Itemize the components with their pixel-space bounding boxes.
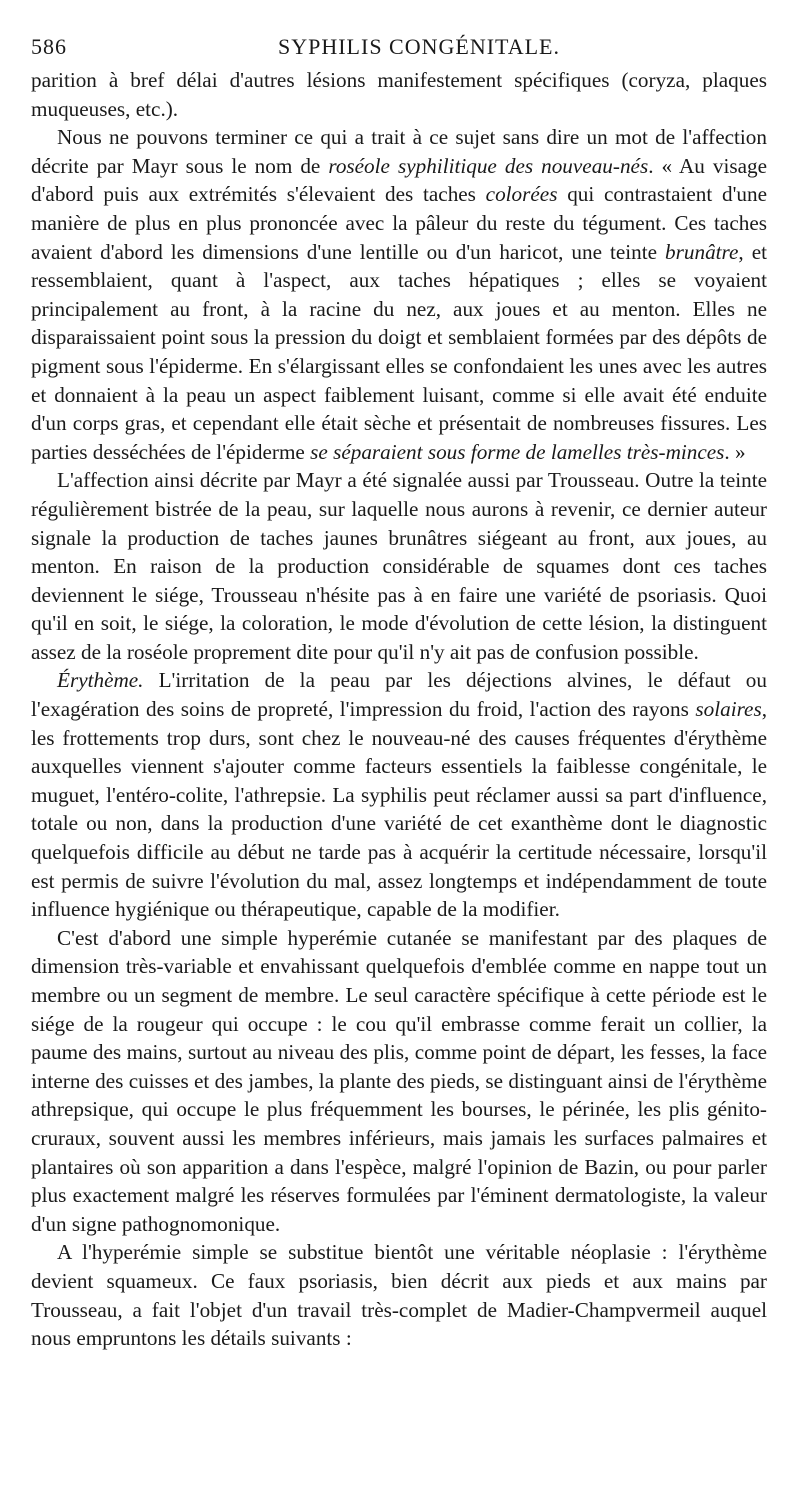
paragraph (31, 666, 767, 923)
text-run: parition à bref délai d'autres lésions manifestement spécifiques (coryza, plaques muqueuses, etc.). (31, 68, 767, 121)
italic-text: colorées (485, 182, 558, 207)
text-run: , les frottements trop durs, sont chez le nouveau-né des causes fréquentes d'érythème auxquelles viennent s'ajouter comme facteurs essentiels la faiblesse congénitale, le muguet, l'entéro-colite, l'athrepsie. La syphilis peut réclamer aussi sa part d'influence, totale ou non, dans la production d'une variété de cet exanthème dont le diagnostic quelquefois difficile au début ne tarde pas à acquérir la certitude nécessaire, lorsqu'il est permis de suivre l'évolution du mal, assez longtemps et indépendamment de toute influence hygiénique ou thérapeutique, capable de la modifier. (31, 697, 767, 922)
page-number: 586 (31, 34, 67, 59)
text-run: . « Au visage d'abord puis aux extrémités s'élevaient des taches (31, 153, 767, 207)
text-run: Nous ne pouvons terminer ce qui a trait à ce sujet sans dire un mot de l'affection décrite par Mayr sous le nom de (31, 125, 767, 178)
text-run: A l'hyperémie simple se substitue bientôt une véritable néoplasie : l'érythème devient squameux. Ce faux psoriasis, bien décrit aux pieds et aux mains par Trousseau, a fait l'objet d'un travail très-complet de Madier-Champvermeil auquel nous empruntons les détails suivants : (31, 1240, 767, 1351)
italic-text: solaires (695, 697, 762, 722)
paragraph (31, 466, 767, 666)
paragraph (31, 1238, 767, 1352)
text-run: , et ressemblaient, quant à l'aspect, aux taches hépatiques ; elles se voyaient principalement au front, à la racine du nez, aux joues et au menton. Elles ne disparaissaient point sous la pression du doigt et semblaient formées par des dépôts de pigment sous l'épiderme. En s'élargissant elles se confondaient les unes avec les autres et donnaient à la peau un aspect faiblement luisant, comme si elle avait été enduite d'un corps gras, et cependant elle était sèche et présentait de nombreuses fissures. Les parties desséchées de l'épiderme (31, 239, 767, 464)
italic-text: brunâtre (665, 239, 739, 264)
page-header (31, 28, 767, 62)
text-run: C'est d'abord une simple hyperémie cutanée se manifestant par des plaques de dimension très-variable et envahissant quelquefois d'emblée comme en nappe tout un membre ou un segment de membre. Le seul caractère spécifique à cette période est le siége de la rougeur qui occupe : le cou qu'il embrasse comme ferait un collier, la paume des mains, surtout au niveau des plis, comme point de départ, les fesses, la face interne des cuisses et des jambes, la plante des pieds, se distinguant ainsi de l'érythème athrepsique, qui occupe le plus fréquemment les bourses, le périnée, les plis génito-cruraux, souvent aussi les membres inférieurs, mais jamais les surfaces palmaires et plantaires où son apparition a dans l'espèce, malgré l'opinion de Bazin, ou pour parler plus exactement malgré les réserves formulées par l'éminent dermatologiste, la valeur d'un signe pathognomonique. (31, 925, 767, 1236)
text-run: . » (724, 439, 746, 464)
text-run: qui contrastaient d'une manière de plus en plus prononcée avec la pâleur du reste du tégument. Ces taches avaient d'abord les dimensions d'une lentille ou d'un haricot, une teinte (31, 182, 767, 264)
italic-text: se séparaient sous forme de lamelles très-minces (310, 439, 725, 464)
running-title: SYPHILIS CONGÉNITALE. (277, 34, 560, 59)
paragraph (31, 123, 767, 466)
italic-text: Érythème. (57, 668, 144, 693)
text-run: L'affection ainsi décrite par Mayr a été signalée aussi par Trousseau. Outre la teinte régulièrement bistrée de la peau, sur laquelle nous aurons à revenir, ce dernier auteur signale la production de taches jaunes brunâtres siégeant au front, aux joues, au menton. En raison de la production considérable de squames dont ces taches deviennent le siége, Trousseau n'hésite pas à en faire une variété de psoriasis. Quoi qu'il en soit, le siége, la coloration, le mode d'évolution de cette lésion, la distinguent assez de la roséole proprement dite pour qu'il n'y ait pas de confusion possible. (31, 468, 767, 664)
italic-text: roséole syphilitique des nouveau-nés (328, 153, 649, 178)
paragraph (31, 924, 767, 1239)
book-page (31, 28, 767, 1353)
paragraph (31, 66, 767, 123)
text-run: L'irritation de la peau par les déjections alvines, le défaut ou l'exagération des soins de propreté, l'impression du froid, l'action des rayons (31, 668, 767, 722)
body-text (31, 66, 767, 1353)
